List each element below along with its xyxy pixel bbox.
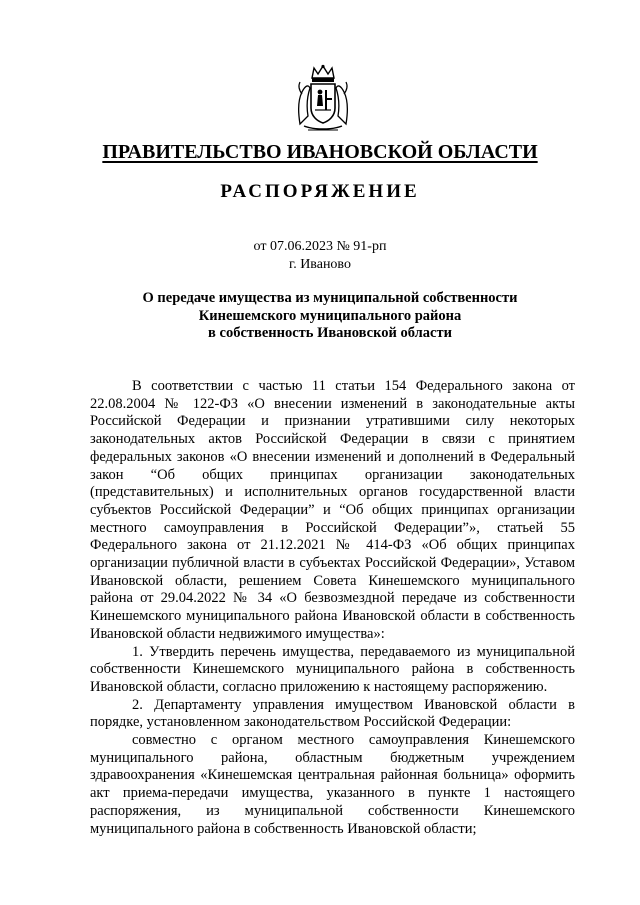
document-type: РАСПОРЯЖЕНИЕ: [220, 181, 420, 202]
document-date-number: от 07.06.2023 № 91-рп: [253, 239, 387, 254]
preamble-paragraph: В соответствии с частью 11 статьи 154 Федерального закона от 22.08.2004 № 122-ФЗ «О внесении изменений в законодательные акты Российской Федерации и признании утратившими силу некоторых законодательных актов Российской Федерации в связи с принятием федеральных законов «О внесении изменений и дополнений в Федеральный закон “Об общих принципах организации законодательных (представительных) и исполнительных органов государственной власти субъектов Российской Федерации” и “Об общих принципах организации местного самоуправления в Российской Федерации”», статьей 55 Федерального закона от 21.12.2021 № 414-ФЗ «Об общих принципах организации публичной власти в субъектах Российской Федерации», Уставом Ивановской области, решением Совета Кинешемского муниципального района от 29.04.2022 № 34 «О безвозмездной передаче из собственности Кинешемского муниципального района Ивановской области в собственность Ивановской области недвижимого имущества»:: [90, 378, 575, 642]
subject-line-3: в собственность Ивановской области: [208, 325, 452, 341]
government-title: [0, 140, 640, 164]
item-2-subparagraph: совместно с органом местного самоуправления Кинешемского муниципального района, областным бюджетным учреждением здравоохранения «Кинешемская центральная районная больница» оформить акт приема-передачи имущества, указанного в пункте 1 настоящего распоряжения, из муниципальной собственности Кинешемского муниципального района в собственность Ивановской области;: [90, 732, 575, 837]
document-body: [90, 378, 575, 838]
government-title-text: ПРАВИТЕЛЬСТВО ИВАНОВСКОЙ ОБЛАСТИ: [102, 141, 538, 163]
document-city: г. Иваново: [289, 257, 351, 272]
document-subject: [90, 290, 570, 343]
subject-line-1: О передаче имущества из муниципальной собственности: [142, 290, 518, 306]
item-1-paragraph: 1. Утвердить перечень имущества, передаваемого из муниципальной собственности Кинешемского муниципального района в собственность Ивановской области, согласно приложению к настоящему распоряжению.: [90, 643, 575, 695]
subject-line-2: Кинешемского муниципального района: [198, 307, 462, 324]
item-2-paragraph: 2. Департаменту управления имуществом Ивановской области в порядке, установленном законодательством Российской Федерации:: [90, 696, 575, 731]
coat-of-arms-icon: [296, 64, 350, 134]
